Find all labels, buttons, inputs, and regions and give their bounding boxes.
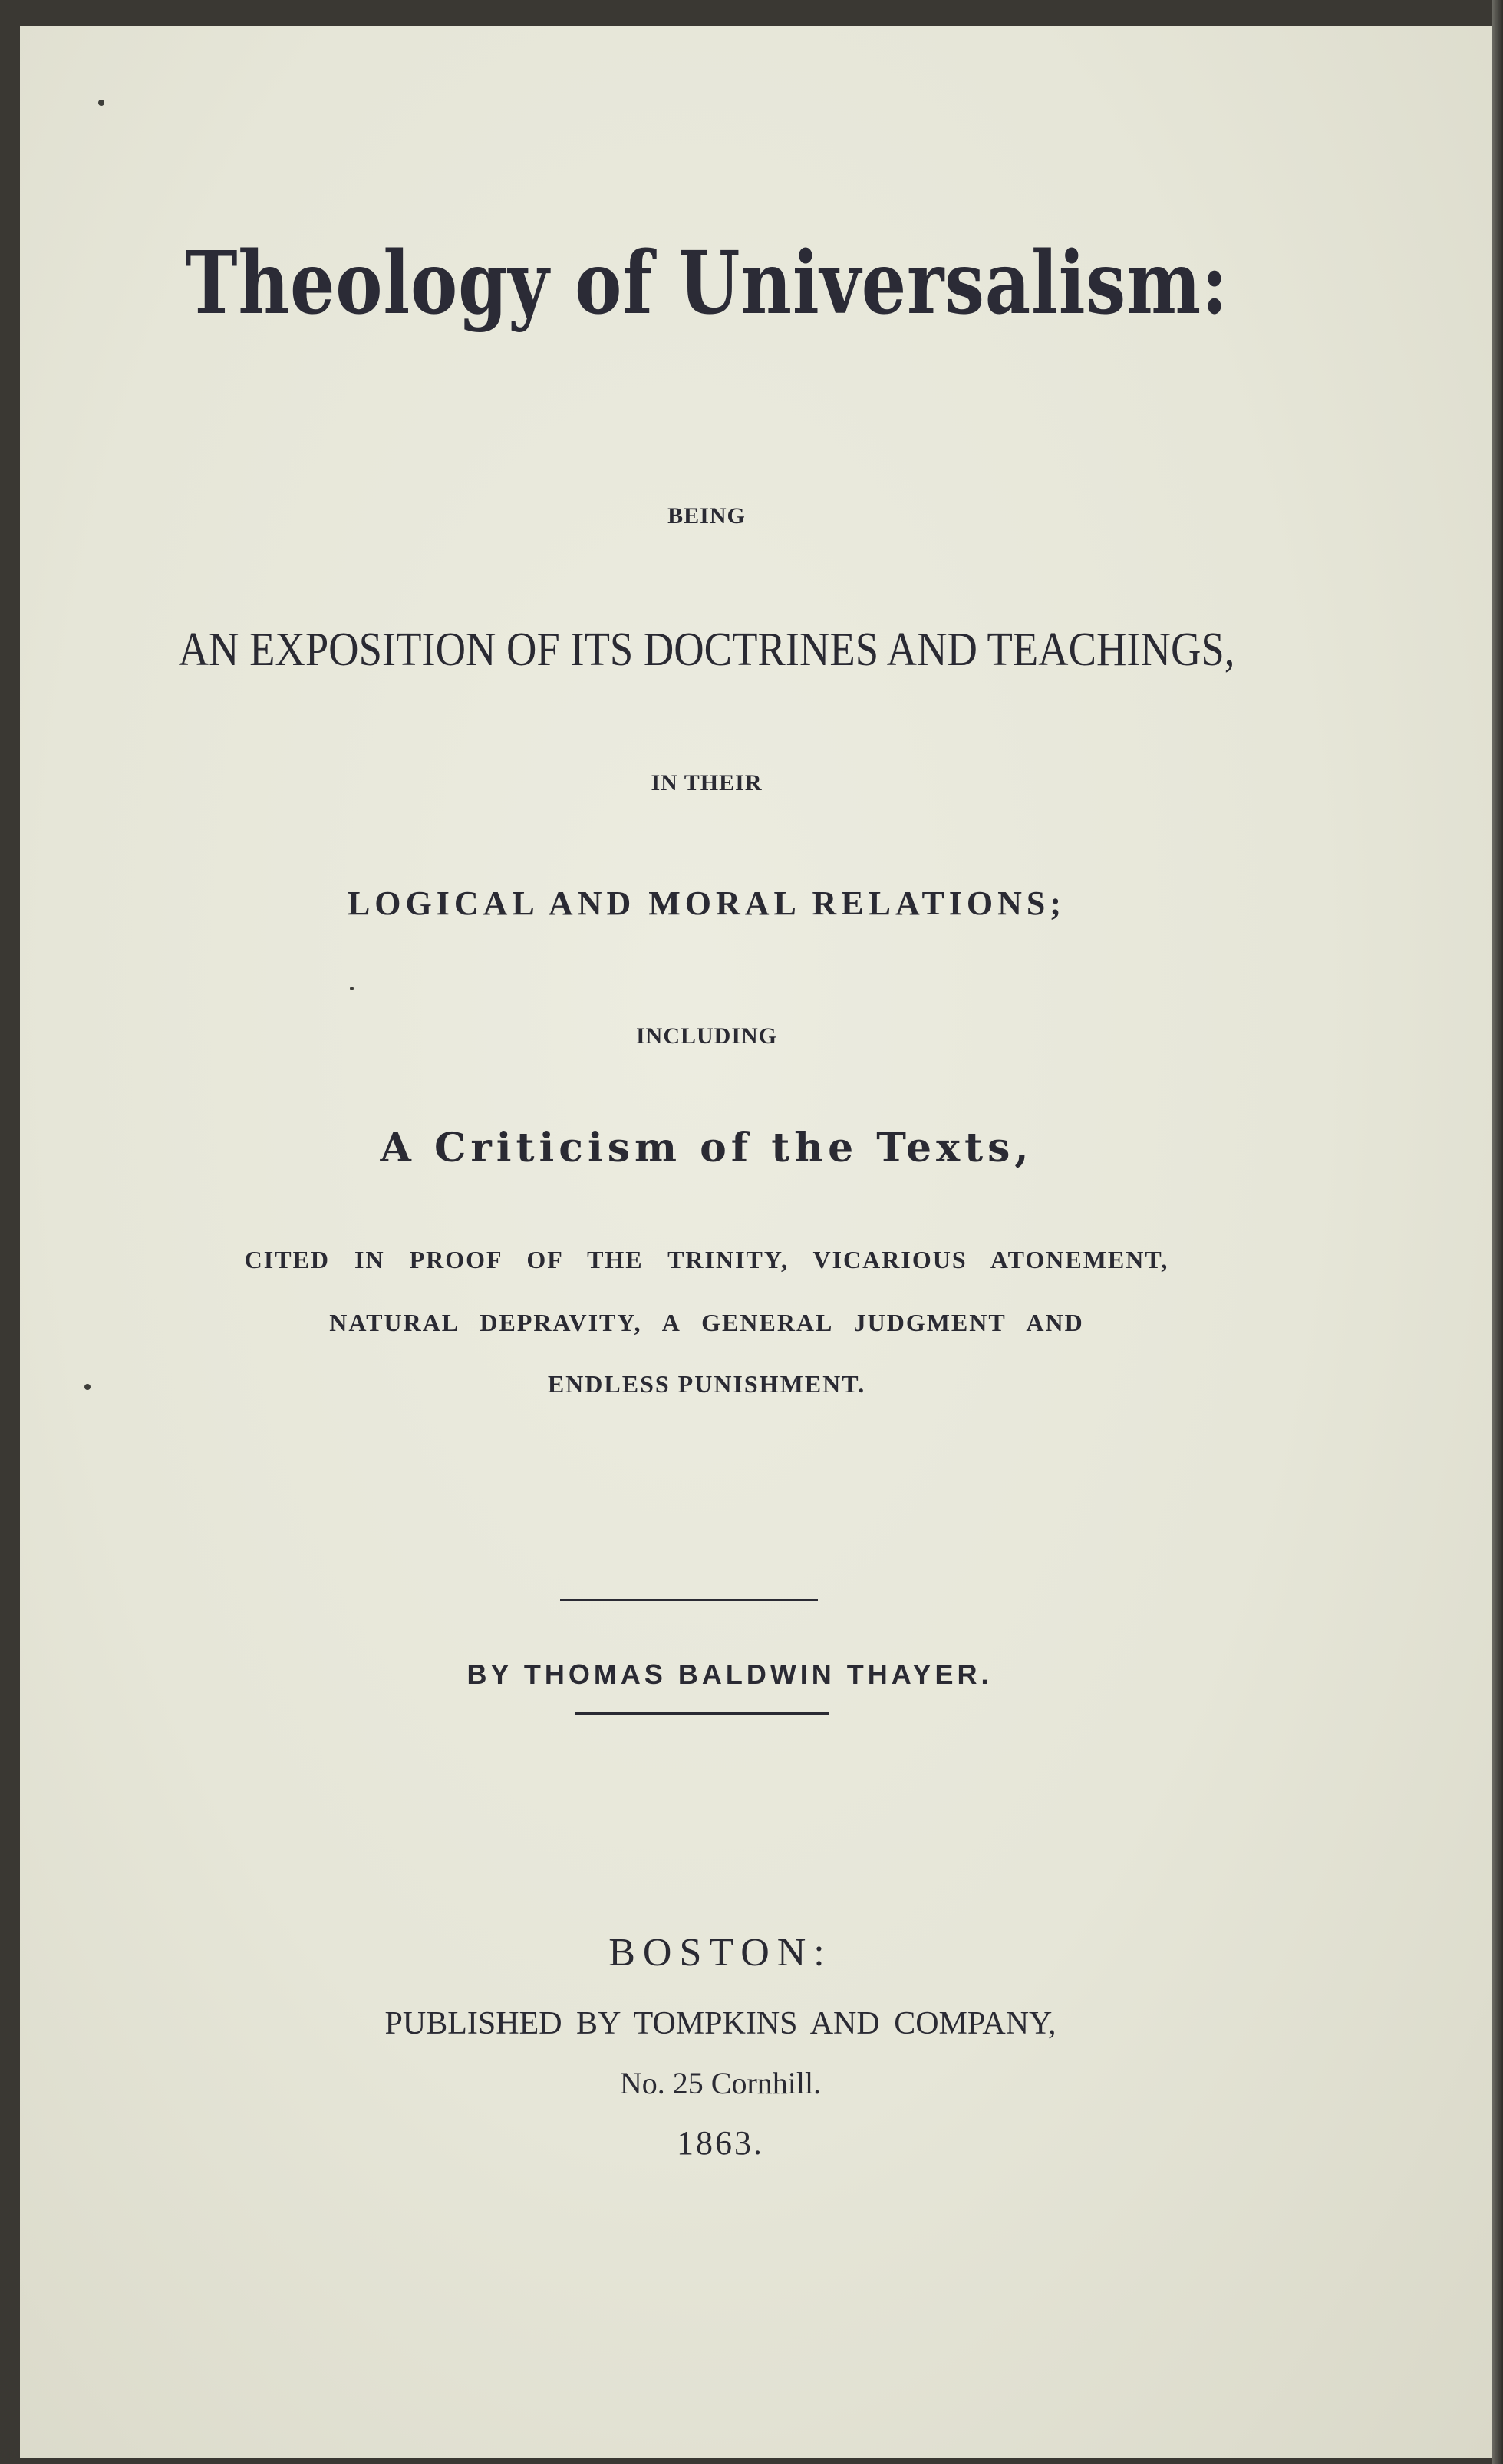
top-divider <box>560 1599 818 1601</box>
year-line: 1863. <box>677 2124 764 2162</box>
paper-speck <box>350 987 354 990</box>
subtitle: AN EXPOSITION OF ITS DOCTRINES AND TEACHINGS, <box>178 624 1235 676</box>
in-their-label: IN THEIR <box>651 770 763 796</box>
author-line: BY THOMAS BALDWIN THAYER. <box>466 1659 993 1690</box>
city-line: BOSTON: <box>608 1931 832 1975</box>
criticism-line: A Criticism of the Texts, <box>380 1125 1033 1171</box>
address-line: No. 25 Cornhill. <box>619 2066 822 2100</box>
cited-line-2: NATURAL DEPRAVITY, A GENERAL JUDGMENT AND <box>329 1309 1084 1336</box>
being-label: BEING <box>667 503 746 529</box>
book-page <box>20 26 1498 2458</box>
book-title: Theology of Universalism: <box>185 233 1228 334</box>
cited-line-1: CITED IN PROOF OF THE TRINITY, VICARIOUS ATONEMENT, <box>244 1246 1169 1273</box>
paper-speck <box>98 100 104 106</box>
page-edge-shadow <box>1492 0 1503 2464</box>
cited-line-3: ENDLESS PUNISHMENT. <box>547 1370 866 1398</box>
paper-speck <box>84 1384 91 1390</box>
publisher-line: PUBLISHED BY TOMPKINS AND COMPANY, <box>384 2006 1056 2041</box>
including-label: INCLUDING <box>635 1023 778 1049</box>
relations-line: LOGICAL AND MORAL RELATIONS; <box>347 884 1066 922</box>
bottom-divider <box>575 1712 829 1715</box>
